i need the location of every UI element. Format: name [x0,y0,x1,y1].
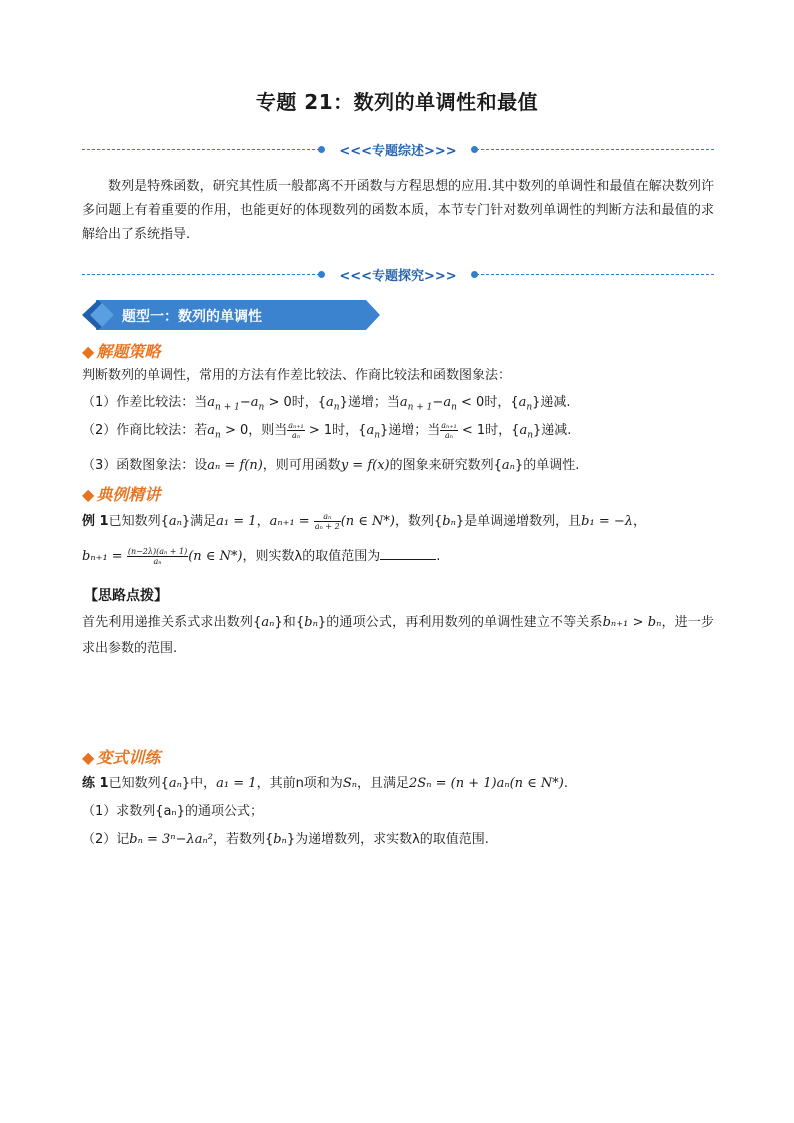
section-strategy-label: 解题策略 [96,342,161,361]
math: aₙ [261,615,275,630]
math-sub: n [215,430,221,441]
math: aₙ = f(n) [207,458,263,473]
math: a [207,395,216,410]
fraction [440,421,457,440]
text: （2）记 [82,832,130,847]
math: Sₙ [342,776,357,791]
fraction-numerator: (n−2λ)(aₙ + 1) [127,547,188,556]
practice-number: 练 1 [82,776,109,791]
math: 2Sₙ = (n + 1)aₙ(n ∈ N*) [409,776,564,791]
question-2 [82,830,489,850]
section-strategy [82,339,160,362]
text: < 1时，{ [457,423,520,438]
method-3 [82,456,579,476]
math: a [399,395,408,410]
divider-line [476,149,714,150]
method-1-label: （1）作差比较法：当 [82,395,208,410]
math-sub: n [258,402,265,413]
math: a [518,395,527,410]
method-2 [82,421,571,446]
fraction [127,547,188,566]
text: }递增；当 [339,395,400,410]
math-sub: n [333,402,340,413]
text: }是单调递增数列，且 [455,514,582,529]
text: > 0，则当 [220,423,288,438]
practice-1 [82,774,568,794]
math: aₙ₊₁ = [269,514,314,529]
method-3-label: （3）函数图象法：设 [82,458,208,473]
text: }递增；当 [380,423,441,438]
math: bₙ [304,615,318,630]
topic-banner [82,300,382,330]
math: bₙ [273,832,287,847]
math: bₙ = 3ⁿ−λaₙ² [129,832,213,847]
text: ，则可用函数 [262,458,341,473]
example-1-line-2 [82,547,440,567]
example-number: 例 1 [82,514,109,529]
divider-line [476,274,714,275]
math: a [250,395,259,410]
text: }中， [181,776,217,791]
math: bₙ₊₁ > bₙ [602,615,662,630]
text: ，若数列{ [212,832,274,847]
section-divider-overview [82,143,714,157]
hint-paragraph [82,610,714,662]
text: 的图象来研究数列{ [389,458,502,473]
math: a₁ = 1 [216,776,257,791]
fraction-denominator: aₙ [292,431,301,440]
page-title: 专题 21：数列的单调性和最值 [255,90,539,114]
math: a [443,395,452,410]
text: ， [632,514,646,529]
math: bₙ₊₁ = [82,549,127,564]
math: a [207,423,216,438]
math: aₙ [168,776,182,791]
question-1: （1）求数列{aₙ}的通项公式； [82,804,263,819]
math: bₙ [442,514,456,529]
math: (n ∈ N*) [340,514,395,529]
fraction-numerator: aₙ [314,512,341,522]
math-sub: n + 1 [407,402,433,413]
math-sub: n + 1 [215,402,240,413]
intro-paragraph: 数列是特殊函数，研究其性质一般都离不开函数与方程思想的应用.其中数列的单调性和最值在解决数列许多问题上有着重要的作用，也能更好的体现数列的函数本质，本节专门针对数列单调性的判断方法和最值的求解给出了系统指导. [82,179,714,242]
text: }的通项公式，再利用数列的单调性建立不等关系 [317,615,603,630]
math: a [519,423,528,438]
section-divider-explore [82,268,714,282]
diamond-icon: ◆ [82,748,95,767]
text: ，数列{ [395,514,443,529]
text: < 0时，{ [456,395,519,410]
math: aₙ [168,514,182,529]
text: > 1时，{ [304,423,367,438]
section-example-label: 典例精讲 [96,485,161,504]
section-example [82,482,160,505]
math: aₙ [501,458,515,473]
fraction-denominator: aₙ + 2 [314,522,340,531]
diamond-icon: ◆ [82,485,95,504]
math: a₁ = 1 [216,514,257,529]
text: }递减. [532,395,571,410]
fraction-denominator: aₙ [445,431,454,440]
text: ，且满足 [357,776,410,791]
method-1 [82,393,571,418]
section-practice [82,745,160,768]
text: ， [256,514,270,529]
text: }为递增数列，求实数λ的取值范围. [286,832,489,847]
divider-label: <<<专题探究>>> [339,269,457,284]
math: (n ∈ N*) [188,549,243,564]
banner-title: 题型一：数列的单调性 [122,309,262,325]
section-practice-label: 变式训练 [96,748,161,767]
math: − [239,395,251,410]
fraction-numerator: aₙ₊₁ [288,421,304,430]
fraction-denominator: aₙ [153,557,162,566]
divider-label: <<<专题综述>>> [339,144,457,159]
diamond-icon: ◆ [82,342,95,361]
text: 已知数列{ [108,776,169,791]
text: 已知数列{ [108,514,169,529]
math-sub: n [374,430,380,441]
answer-blank[interactable] [380,547,436,560]
math-sub: n [527,430,533,441]
text: . [563,776,569,791]
text: ，进一步求出参数的范围. [82,615,714,656]
text: }的单调性. [514,458,580,473]
math-sub: n [451,402,457,413]
example-1-line-1 [82,512,646,532]
text: ，其前n项和为 [256,776,343,791]
math: a [326,395,334,410]
fraction [287,421,304,440]
math-sub: n [526,402,533,413]
text: }递减. [533,423,572,438]
text: . [436,549,441,564]
hint-title: 【思路点拨】 [84,588,168,604]
text: }满足 [181,514,217,529]
math: a [366,423,375,438]
math: y = f(x) [340,458,390,473]
math: − [432,395,444,410]
text: }和{ [274,615,305,630]
fraction [314,512,341,531]
text: 首先利用递推关系式求出数列{ [82,615,262,630]
method-2-label: （2）作商比较法：若 [82,423,208,438]
fraction-numerator: aₙ₊₁ [441,421,457,430]
text: > 0时，{ [264,395,327,410]
math: b₁ = −λ [581,514,633,529]
strategy-intro: 判断数列的单调性，常用的方法有作差比较法、作商比较法和函数图象法： [82,368,512,383]
text: ，则实数λ的取值范围为 [242,549,381,564]
